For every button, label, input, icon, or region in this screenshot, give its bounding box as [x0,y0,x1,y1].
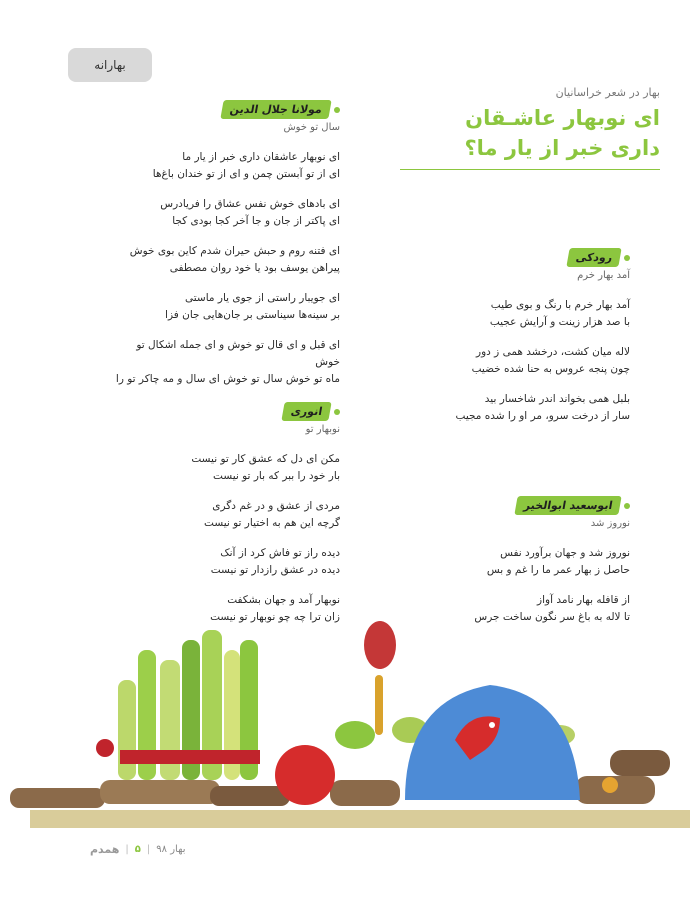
spring-illustration [0,600,700,840]
bullet-icon [334,409,340,415]
headline-title [400,103,660,170]
berry-shape [96,739,114,757]
stone-shape [10,788,105,808]
verse-line: ای بادهای خوش نفس عشاق را فریادرس [160,198,340,210]
stem-shape [375,675,383,735]
poet-name: رودکی [566,248,622,267]
poem-title: سال تو خوش [283,122,340,133]
verse-line: بار خود را ببر که بار تو نیست [213,470,340,482]
tulip-shape [364,621,396,669]
issue-label: بهار ۹۸ [156,844,186,855]
poet-block-rudaki [400,248,630,438]
verse-line: ای از تو آبستن چمن و ای از تو خندان باغ‌ها [152,168,340,180]
stanza [110,498,340,532]
page-footer [90,843,185,856]
footer-divider: | [125,844,129,855]
red-ribbon [120,750,260,764]
verse-line: ای نوبهار عاشقان داری خبر از یار ما [182,151,340,163]
leaf-shape [335,721,375,749]
verse-line: پیراهن یوسف بود یا خود روان مصطفی [169,262,340,274]
stanza [400,344,630,378]
verse-line: سار از درخت سرو، مر او را شده مجیب [455,410,630,422]
stanza [110,451,340,485]
headline-line-2: داری خبر از یار ما؟ [464,136,660,160]
headline-line-1: ای نوبهار عاشـقان [465,106,660,130]
stanza [110,337,340,388]
stanza [110,243,340,277]
poem-title: نوروز شد [590,518,630,529]
poem-title: آمد بهار خرم [577,270,630,281]
stanza [110,290,340,324]
headline-block [400,86,660,170]
verse-line: دیده در عشق رازدار تو نیست [210,564,340,576]
verse-line: مکن ای دل که عشق کار تو نیست [191,453,340,465]
verse-line: لاله میان کشت، درخشد همی ز دور [476,346,630,358]
verse-line: حاصل ز بهار عمر ما را غم و بس [486,564,630,576]
stanza [110,545,340,579]
fish-eye [489,722,495,728]
verse-line: ای جویبار راستی از جوی یار ماستی [185,292,340,304]
poet-name: ابوسعید ابوالخیر [514,496,622,515]
apple-shape [275,745,335,805]
stone-shape [210,786,290,806]
verse-line: با صد هزار زینت و آرایش عجیب [489,316,630,328]
stone-shape [330,780,400,806]
page-number: ۵ [134,844,141,855]
verse-line: گرچه این هم به اختیار تو نیست [204,517,340,529]
stanza [110,149,340,183]
verse-line: مردی از عشق و در غم دگری [212,500,340,512]
berry-shape [602,777,618,793]
bullet-icon [624,255,630,261]
section-tab: بهارانه [68,48,152,82]
verse-line: چون پنجه عروس به حنا شده خضیب [471,363,630,375]
verse-line: دیده راز تو فاش کرد از آنک [220,547,340,559]
verse-line: ماه تو خوش سال تو خوش ای سال و مه چاکر تو را [115,373,340,385]
stone-shape [610,750,670,776]
verse-line: ای پاکتر از جان و جا آخر کجا بودی کجا [172,215,340,227]
bullet-icon [624,503,630,509]
poet-name: انوری [281,402,332,421]
blue-hill [405,685,580,800]
stanza [400,391,630,425]
verse-line: ای فتنه روم و حبش حیران شدم کاین بوی خوش [129,245,340,257]
stanza [400,545,630,579]
verse-line: بر سینه‌ها سیناستی بر جان‌هایی جان فزا [165,309,340,321]
stone-shape [100,780,220,804]
stanza [400,297,630,331]
grass-blade [118,680,136,780]
verse-line: نوروز شد و جهان برآورد نفس [500,547,630,559]
verse-line: تا لاله به باغ سر نگون ساخت جرس [474,611,630,623]
verse-line: آمد بهار خرم با رنگ و بوی طیب [490,299,630,311]
bullet-icon [334,107,340,113]
headline-subtitle: بهار در شعر خراسانیان [555,86,660,99]
poet-name: مولانا جلال الدین [220,100,331,119]
verse-line: بلبل همی بخواند اندر شاخسار بید [484,393,630,405]
verse-line: از قافله بهار نامد آواز [537,594,630,606]
poem-title: نوبهار تو [305,424,340,435]
footer-divider: | [146,844,151,855]
magazine-logo: همدم [90,843,120,856]
verse-line: زان ترا چه چو نوبهار تو نیست [210,611,340,623]
ground-strip [30,810,690,828]
stanza [110,196,340,230]
verse-line: نوبهار آمد و جهان بشکفت [227,594,340,606]
poet-block-molana [110,100,340,401]
verse-line: ای قبل و ای قال تو خوش و ای جمله اشکال تو خوش [136,339,340,368]
